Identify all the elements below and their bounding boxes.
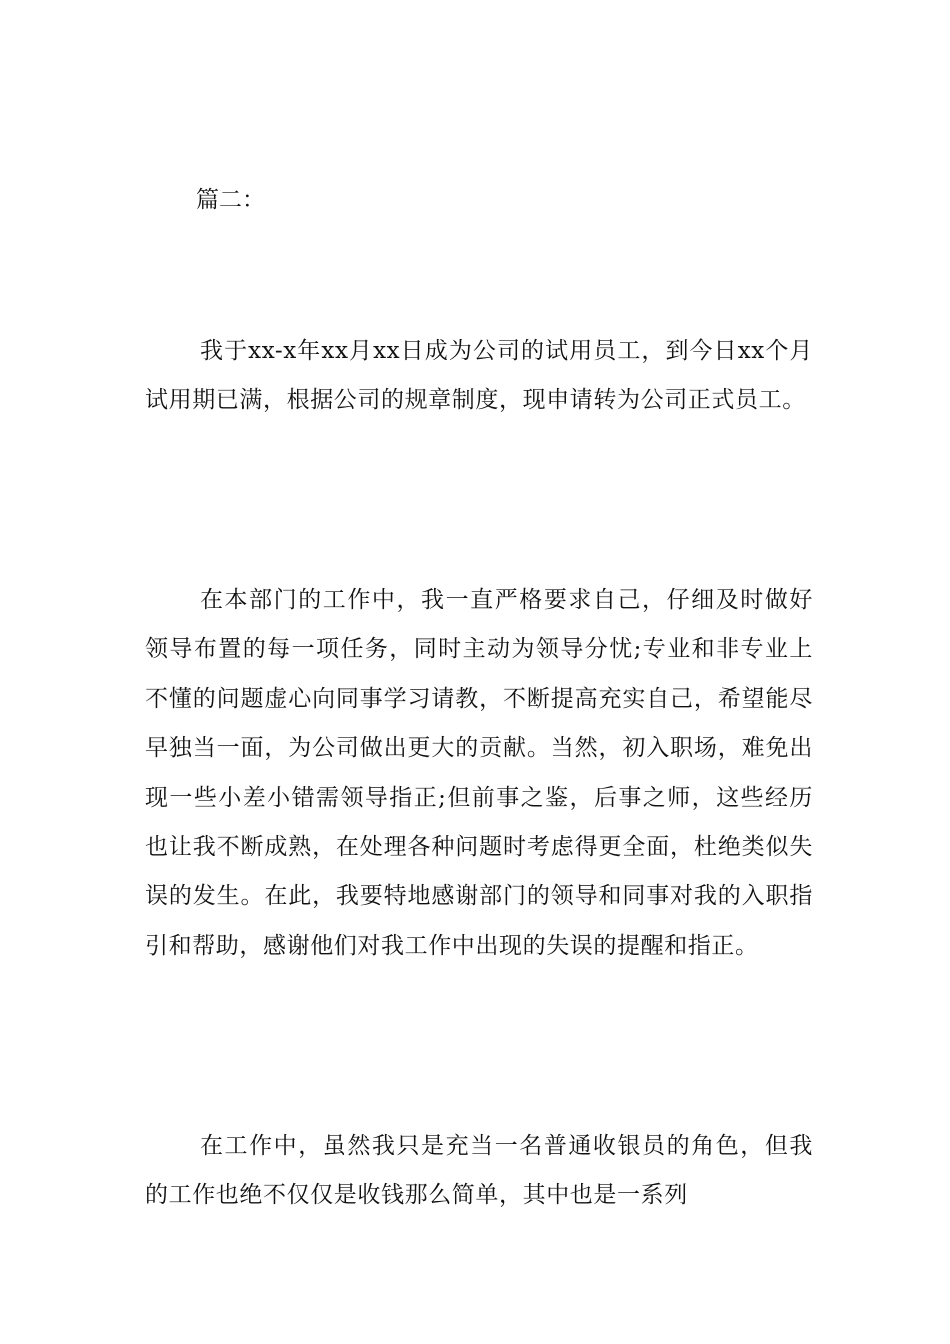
paragraph-probation-period: 我于xx-x年xx月xx日成为公司的试用员工，到今日xx个月试用期已满，根据公司的规章制度，现申请转为公司正式员工。 — [145, 338, 813, 414]
paragraph-department-work: 在本部门的工作中，我一直严格要求自己，仔细及时做好领导布置的每一项任务，同时主动为领导分忧;专业和非专业上不懂的问题虚心向同事学习请教，不断提高充实自己，希望能尽早独当一面，为公司做出更大的贡献。当然，初入职场，难免出现一些小差小错需领导指正;但前事之鉴，后事之师，这些经历也让我不断成熟，在处理各种问题时考虑得更全面，杜绝类似失误的发生。在此，我要特地感谢部门的领导和同事对我的入职指引和帮助，感谢他们对我工作中出现的失误的提醒和指正。 — [145, 587, 813, 959]
section-heading: 篇二： — [196, 187, 265, 213]
paragraph-cashier-role: 在工作中，虽然我只是充当一名普通收银员的角色，但我的工作也绝不仅仅是收钱那么简单，其中也是一系列 — [145, 1133, 813, 1209]
